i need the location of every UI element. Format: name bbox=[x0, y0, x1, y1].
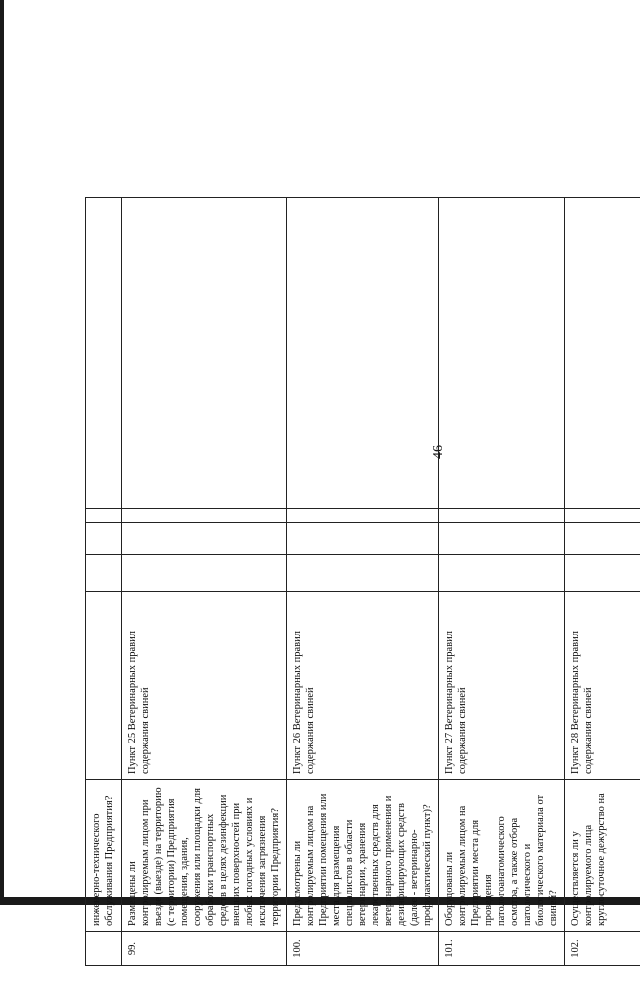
item-number-cell: 100. bbox=[287, 932, 439, 966]
note-cell bbox=[565, 198, 640, 509]
rotated-page-content bbox=[75, 0, 640, 981]
reference-cell: Пункт 28 Ветеринарных правил содержания свиней bbox=[565, 592, 640, 780]
item-number-cell: 101. bbox=[439, 932, 565, 966]
note-cell bbox=[439, 198, 565, 509]
answer-yes-cell bbox=[86, 555, 122, 592]
answer-no-cell bbox=[565, 523, 640, 555]
answer-na-cell bbox=[287, 509, 439, 523]
reference-cell: Пункт 25 Ветеринарных правил содержания свиней bbox=[122, 592, 287, 780]
item-number-cell bbox=[86, 932, 122, 966]
question-cell: Оборудованы ли контролируемым лицом на Предприятии места для проведения патологоанатомического осмотра, а также отбора патологического и биологического материала от свиней? bbox=[439, 780, 565, 932]
scan-border-left bbox=[0, 0, 4, 905]
note-cell bbox=[287, 198, 439, 509]
answer-yes-cell bbox=[122, 555, 287, 592]
table-row bbox=[122, 198, 287, 966]
item-number-cell: 99. bbox=[122, 932, 287, 966]
answer-no-cell bbox=[122, 523, 287, 555]
table-row bbox=[565, 198, 640, 966]
answer-yes-cell bbox=[565, 555, 640, 592]
note-cell bbox=[86, 198, 122, 509]
checklist-table bbox=[85, 197, 640, 966]
item-number-cell: 102. bbox=[565, 932, 640, 966]
question-cell: Предусмотрены ли контролируемым лицом на Предприятии помещения или места для размещения специалистов в области ветеринарии, хранения лекарственных средств для ветеринарного применения и дезинфицирующих средств (далее - ветеринарно-профилактический пункт)? bbox=[287, 780, 439, 932]
answer-no-cell bbox=[86, 523, 122, 555]
page-number: 46 bbox=[431, 445, 447, 459]
question-cell: Осуществляется ли у контролируемого лица круглосуточное дежурство на bbox=[565, 780, 640, 932]
table-row bbox=[86, 198, 122, 966]
answer-na-cell bbox=[122, 509, 287, 523]
answer-no-cell bbox=[287, 523, 439, 555]
answer-na-cell bbox=[86, 509, 122, 523]
table-row bbox=[439, 198, 565, 966]
note-cell bbox=[122, 198, 287, 509]
answer-yes-cell bbox=[439, 555, 565, 592]
table-row bbox=[287, 198, 439, 966]
answer-no-cell bbox=[439, 523, 565, 555]
answer-yes-cell bbox=[287, 555, 439, 592]
reference-cell: Пункт 26 Ветеринарных правил содержания свиней bbox=[287, 592, 439, 780]
question-cell: инженерно-технического обслуживания Предприятия? bbox=[86, 780, 122, 932]
question-cell: Размещены ли контролируемым лицом при въезде (выезде) на территорию (с территории) Предприятия помещения, здания, сооружения или площадки для обработки транспортных средств в целях дезинфекции внешних поверхностей при любых погодных условиях и исключения загрязнения территории Предприятия? bbox=[122, 780, 287, 932]
reference-cell: Пункт 27 Ветеринарных правил содержания свиней bbox=[439, 592, 565, 780]
answer-na-cell bbox=[565, 509, 640, 523]
answer-na-cell bbox=[439, 509, 565, 523]
reference-cell bbox=[86, 592, 122, 780]
